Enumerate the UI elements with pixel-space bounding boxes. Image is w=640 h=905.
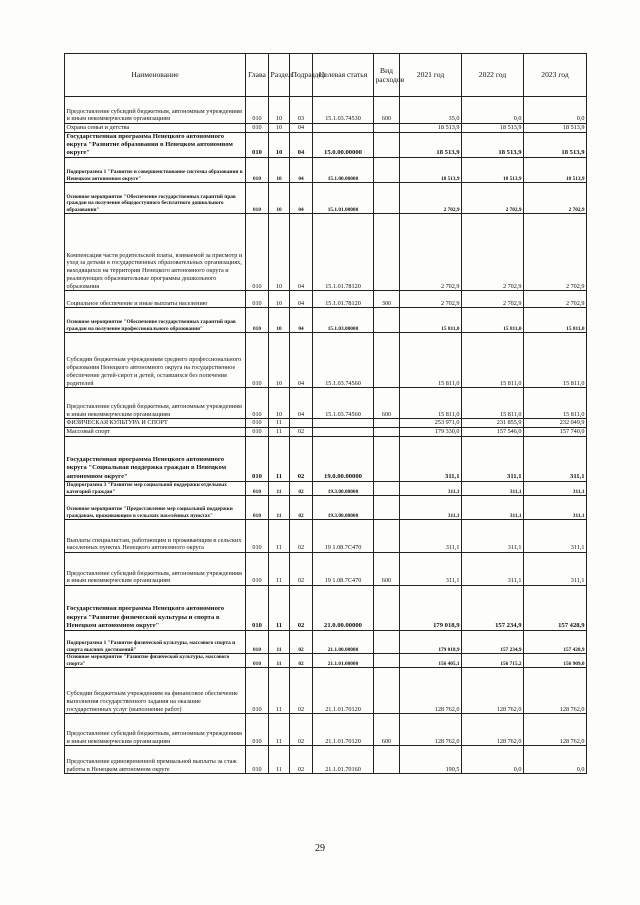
cell-razdel: 10 bbox=[269, 124, 290, 133]
cell-razdel: 11 bbox=[269, 436, 290, 481]
cell-podrazdel: 04 bbox=[290, 388, 313, 419]
cell-target: 15.1.03.74560 bbox=[313, 333, 374, 388]
cell-name: Государственная программа Ненецкого автономного округа "Развитие физической культуры и спорта в Ненецком автономном округе" bbox=[65, 586, 246, 631]
table-row bbox=[65, 308, 587, 333]
cell-glava: 010 bbox=[246, 668, 269, 714]
cell-razdel: 10 bbox=[269, 308, 290, 333]
cell-name: Основное мероприятие "Развитие физической культуры, массового спорта" bbox=[65, 654, 246, 668]
cell-target: 19.3.00.00000 bbox=[313, 481, 374, 495]
table-row bbox=[65, 388, 587, 419]
cell-podrazdel: 02 bbox=[290, 520, 313, 553]
cell-y2021: 179 018,9 bbox=[400, 586, 462, 631]
table-body bbox=[65, 97, 587, 774]
cell-vid bbox=[374, 436, 400, 481]
table-row bbox=[65, 419, 587, 428]
cell-target: 15.0.00.00000 bbox=[313, 132, 374, 158]
table-row bbox=[65, 124, 587, 133]
cell-podrazdel: 04 bbox=[290, 183, 313, 214]
cell-y2021: 18 513,9 bbox=[400, 124, 462, 133]
table-row bbox=[65, 132, 587, 158]
table-row bbox=[65, 714, 587, 746]
cell-y2021: 2 702,9 bbox=[400, 291, 462, 308]
cell-glava: 010 bbox=[246, 291, 269, 308]
cell-razdel: 11 bbox=[269, 631, 290, 654]
cell-target: 15.1.03.00000 bbox=[313, 308, 374, 333]
cell-name: Подпрограмма 1 "Развитие и совершенствование системы образования в Ненецком автономном округе" bbox=[65, 158, 246, 183]
cell-vid bbox=[374, 183, 400, 214]
cell-y2023: 128 762,0 bbox=[524, 668, 587, 714]
cell-razdel: 11 bbox=[269, 746, 290, 774]
cell-glava: 010 bbox=[246, 124, 269, 133]
cell-vid bbox=[374, 214, 400, 291]
cell-target: 15.1.03.74530 bbox=[313, 97, 374, 124]
cell-glava: 010 bbox=[246, 496, 269, 520]
cell-podrazdel: 02 bbox=[290, 714, 313, 746]
cell-razdel: 11 bbox=[269, 654, 290, 668]
cell-y2022: 128 762,0 bbox=[462, 714, 524, 746]
cell-razdel: 11 bbox=[269, 428, 290, 437]
cell-y2022: 157 234,9 bbox=[462, 631, 524, 654]
header-name: Наименование bbox=[65, 54, 246, 97]
cell-razdel: 10 bbox=[269, 97, 290, 124]
cell-vid bbox=[374, 586, 400, 631]
cell-name: Подпрограмма 3 "Развитие мер социальной поддержки отдельных категорий граждан" bbox=[65, 481, 246, 495]
table-row bbox=[65, 436, 587, 481]
cell-glava: 010 bbox=[246, 308, 269, 333]
cell-glava: 010 bbox=[246, 481, 269, 495]
cell-vid bbox=[374, 419, 400, 428]
cell-target: 19 1.08.7С470 bbox=[313, 553, 374, 586]
cell-y2021: 311,1 bbox=[400, 496, 462, 520]
cell-y2023: 157 428,9 bbox=[524, 631, 587, 654]
table-row bbox=[65, 214, 587, 291]
table-row bbox=[65, 183, 587, 214]
table-row bbox=[65, 428, 587, 437]
cell-name: Компенсация части родительской платы, взимаемой за присмотр и уход за детьми в государственных образовательных организациях, находящихся на территории Ненецкого автономного округа и реализующих образовательные программы дошкольного образования bbox=[65, 214, 246, 291]
cell-razdel: 10 bbox=[269, 214, 290, 291]
cell-vid bbox=[374, 481, 400, 495]
cell-name: Основное мероприятие "Обеспечение государственных гарантий прав граждан на получение профессионального образования" bbox=[65, 308, 246, 333]
cell-y2022: 311,1 bbox=[462, 496, 524, 520]
table-row bbox=[65, 586, 587, 631]
cell-target bbox=[313, 428, 374, 437]
cell-name: Государственная программа Ненецкого автономного округа "Социальная поддержка граждан в Ненецком автономном округе" bbox=[65, 436, 246, 481]
cell-y2022: 311,1 bbox=[462, 481, 524, 495]
cell-vid bbox=[374, 124, 400, 133]
cell-target: 15.1.01.00000 bbox=[313, 183, 374, 214]
cell-podrazdel: 02 bbox=[290, 586, 313, 631]
budget-table bbox=[64, 53, 587, 774]
cell-y2022: 0,0 bbox=[462, 746, 524, 774]
cell-glava: 010 bbox=[246, 388, 269, 419]
cell-name: Охрана семьи и детства bbox=[65, 124, 246, 133]
cell-y2021: 156 405,1 bbox=[400, 654, 462, 668]
header-razdel: Раздел bbox=[269, 54, 290, 97]
table-row bbox=[65, 631, 587, 654]
cell-y2021: 18 513,9 bbox=[400, 158, 462, 183]
cell-target: 15.1.00.00000 bbox=[313, 158, 374, 183]
cell-name: Субсидии бюджетным учреждениям на финансовое обеспечение выполнения государственного задания на оказание государственных услуг (выполнение работ) bbox=[65, 668, 246, 714]
cell-target: 21.0.00.00000 bbox=[313, 586, 374, 631]
cell-vid bbox=[374, 132, 400, 158]
cell-glava: 010 bbox=[246, 158, 269, 183]
cell-y2022: 311,1 bbox=[462, 436, 524, 481]
cell-vid bbox=[374, 158, 400, 183]
cell-name: Выплаты специалистам, работающим и проживающим в сельских населенных пунктах Ненецкого автономного округа bbox=[65, 520, 246, 553]
cell-name: Подпрограмма 1 "Развитие физической культуры, массового спорта и спорта высших достижений" bbox=[65, 631, 246, 654]
header-vid: Вид расходов bbox=[374, 54, 400, 97]
cell-y2021: 311,1 bbox=[400, 520, 462, 553]
cell-y2022: 15 811,0 bbox=[462, 308, 524, 333]
cell-y2021: 128 762,0 bbox=[400, 668, 462, 714]
cell-glava: 010 bbox=[246, 586, 269, 631]
cell-podrazdel: 02 bbox=[290, 428, 313, 437]
table-row bbox=[65, 553, 587, 586]
cell-y2022: 311,1 bbox=[462, 520, 524, 553]
cell-target: 19 1.08.7С470 bbox=[313, 520, 374, 553]
cell-y2023: 156 909,0 bbox=[524, 654, 587, 668]
cell-vid bbox=[374, 333, 400, 388]
cell-target: 15.1.01.78120 bbox=[313, 291, 374, 308]
table-row bbox=[65, 97, 587, 124]
cell-glava: 010 bbox=[246, 419, 269, 428]
cell-glava: 010 bbox=[246, 214, 269, 291]
cell-y2021: 18 513,9 bbox=[400, 132, 462, 158]
cell-podrazdel: 02 bbox=[290, 746, 313, 774]
cell-vid: 600 bbox=[374, 388, 400, 419]
cell-podrazdel: 04 bbox=[290, 291, 313, 308]
cell-vid bbox=[374, 746, 400, 774]
cell-podrazdel: 04 bbox=[290, 308, 313, 333]
table-row bbox=[65, 496, 587, 520]
cell-y2023: 2 702,9 bbox=[524, 183, 587, 214]
cell-target: 21.1.01.00000 bbox=[313, 654, 374, 668]
cell-name: Массовый спорт bbox=[65, 428, 246, 437]
cell-target: 21.1.01.70120 bbox=[313, 668, 374, 714]
header-target: Целевая статья bbox=[313, 54, 374, 97]
cell-y2021: 2 702,9 bbox=[400, 183, 462, 214]
cell-glava: 010 bbox=[246, 183, 269, 214]
cell-y2023: 311,1 bbox=[524, 496, 587, 520]
cell-y2022: 18 513,9 bbox=[462, 158, 524, 183]
table-row bbox=[65, 654, 587, 668]
cell-razdel: 11 bbox=[269, 520, 290, 553]
cell-glava: 010 bbox=[246, 631, 269, 654]
cell-y2021: 253 971,0 bbox=[400, 419, 462, 428]
table-row bbox=[65, 481, 587, 495]
header-2021: 2021 год bbox=[400, 54, 462, 97]
cell-vid bbox=[374, 308, 400, 333]
header-glava: Глава bbox=[246, 54, 269, 97]
cell-y2022: 18 513,9 bbox=[462, 132, 524, 158]
cell-name: Основное мероприятие "Предоставление мер социальной поддержки гражданам, проживающим в сельских населённых пунктах" bbox=[65, 496, 246, 520]
cell-razdel: 11 bbox=[269, 496, 290, 520]
cell-y2022: 157 234,9 bbox=[462, 586, 524, 631]
cell-name: Предоставление субсидий бюджетным, автономным учреждениям и иным некоммерческим организациям bbox=[65, 388, 246, 419]
cell-vid bbox=[374, 496, 400, 520]
cell-y2023: 2 702,9 bbox=[524, 291, 587, 308]
cell-glava: 010 bbox=[246, 746, 269, 774]
cell-podrazdel: 02 bbox=[290, 496, 313, 520]
cell-vid bbox=[374, 520, 400, 553]
cell-glava: 010 bbox=[246, 553, 269, 586]
cell-vid bbox=[374, 631, 400, 654]
cell-y2023: 311,1 bbox=[524, 481, 587, 495]
cell-glava: 010 bbox=[246, 132, 269, 158]
cell-vid: 600 bbox=[374, 714, 400, 746]
cell-vid: 600 bbox=[374, 553, 400, 586]
cell-podrazdel: 03 bbox=[290, 97, 313, 124]
cell-vid bbox=[374, 668, 400, 714]
cell-y2023: 18 513,9 bbox=[524, 124, 587, 133]
cell-podrazdel: 04 bbox=[290, 132, 313, 158]
cell-name: Государственная программа Ненецкого автономного округа "Развитие образования в Ненецком автономном округе" bbox=[65, 132, 246, 158]
table-row bbox=[65, 668, 587, 714]
cell-podrazdel: 02 bbox=[290, 654, 313, 668]
cell-y2023: 18 513,9 bbox=[524, 158, 587, 183]
cell-y2021: 190,5 bbox=[400, 746, 462, 774]
cell-target: 21.1.01.70160 bbox=[313, 746, 374, 774]
cell-razdel: 11 bbox=[269, 419, 290, 428]
cell-y2023: 15 811,0 bbox=[524, 333, 587, 388]
cell-y2022: 231 855,9 bbox=[462, 419, 524, 428]
cell-y2023: 311,1 bbox=[524, 436, 587, 481]
cell-y2021: 35,0 bbox=[400, 97, 462, 124]
cell-razdel: 10 bbox=[269, 291, 290, 308]
table-row bbox=[65, 520, 587, 553]
cell-podrazdel: 02 bbox=[290, 668, 313, 714]
budget-sheet bbox=[64, 53, 586, 774]
cell-y2022: 157 546,0 bbox=[462, 428, 524, 437]
cell-razdel: 10 bbox=[269, 132, 290, 158]
cell-y2021: 2 702,9 bbox=[400, 214, 462, 291]
cell-y2023: 18 513,9 bbox=[524, 132, 587, 158]
cell-podrazdel bbox=[290, 419, 313, 428]
cell-glava: 010 bbox=[246, 428, 269, 437]
cell-razdel: 11 bbox=[269, 481, 290, 495]
cell-name: Социальное обеспечение и иные выплаты населению bbox=[65, 291, 246, 308]
cell-podrazdel: 02 bbox=[290, 436, 313, 481]
cell-glava: 010 bbox=[246, 654, 269, 668]
cell-target: 19.0.00.00000 bbox=[313, 436, 374, 481]
cell-podrazdel: 04 bbox=[290, 158, 313, 183]
cell-y2023: 311,1 bbox=[524, 520, 587, 553]
cell-vid: 300 bbox=[374, 291, 400, 308]
cell-podrazdel: 04 bbox=[290, 333, 313, 388]
cell-y2022: 2 702,9 bbox=[462, 183, 524, 214]
cell-y2022: 2 702,9 bbox=[462, 291, 524, 308]
cell-glava: 010 bbox=[246, 436, 269, 481]
cell-y2021: 15 811,0 bbox=[400, 308, 462, 333]
cell-y2021: 15 811,0 bbox=[400, 388, 462, 419]
cell-target bbox=[313, 124, 374, 133]
cell-name: Предоставление субсидий бюджетным, автономным учреждениям и иным некоммерческим организациям bbox=[65, 97, 246, 124]
table-row bbox=[65, 291, 587, 308]
cell-target bbox=[313, 419, 374, 428]
cell-razdel: 11 bbox=[269, 714, 290, 746]
header-2022: 2022 год bbox=[462, 54, 524, 97]
cell-y2022: 2 702,9 bbox=[462, 214, 524, 291]
cell-y2021: 311,1 bbox=[400, 553, 462, 586]
cell-y2021: 179 330,0 bbox=[400, 428, 462, 437]
cell-podrazdel: 02 bbox=[290, 553, 313, 586]
cell-razdel: 11 bbox=[269, 668, 290, 714]
cell-y2021: 128 762,0 bbox=[400, 714, 462, 746]
cell-razdel: 10 bbox=[269, 333, 290, 388]
cell-y2022: 156 715,2 bbox=[462, 654, 524, 668]
cell-target: 21.1.00.00000 bbox=[313, 631, 374, 654]
cell-name: Субсидии бюджетным учреждениям среднего профессионального образования Ненецкого автономного округа на государственное обеспечение детей-сирот и детей, оставшихся без попечения родителей bbox=[65, 333, 246, 388]
cell-y2022: 0,0 bbox=[462, 97, 524, 124]
table-row bbox=[65, 746, 587, 774]
cell-name: Основное мероприятие "Обеспечение государственных гарантий прав граждан на получение общедоступного бесплатного дошкольного образования" bbox=[65, 183, 246, 214]
cell-y2021: 179 018,9 bbox=[400, 631, 462, 654]
cell-y2022: 18 513,9 bbox=[462, 124, 524, 133]
cell-y2021: 311,1 bbox=[400, 481, 462, 495]
cell-razdel: 10 bbox=[269, 388, 290, 419]
cell-y2021: 311,1 bbox=[400, 436, 462, 481]
cell-glava: 010 bbox=[246, 714, 269, 746]
header-2023: 2023 год bbox=[524, 54, 587, 97]
table-row bbox=[65, 158, 587, 183]
cell-name: Предоставление единовременной премиальной выплаты за стаж работы в Ненецком автономном округе bbox=[65, 746, 246, 774]
cell-podrazdel: 02 bbox=[290, 631, 313, 654]
cell-glava: 010 bbox=[246, 520, 269, 553]
cell-target: 21.1.01.70120 bbox=[313, 714, 374, 746]
cell-y2022: 128 762,0 bbox=[462, 668, 524, 714]
cell-podrazdel: 04 bbox=[290, 124, 313, 133]
cell-vid bbox=[374, 654, 400, 668]
cell-razdel: 10 bbox=[269, 183, 290, 214]
cell-y2023: 15 811,0 bbox=[524, 308, 587, 333]
cell-y2023: 157 740,0 bbox=[524, 428, 587, 437]
cell-vid: 600 bbox=[374, 97, 400, 124]
cell-razdel: 11 bbox=[269, 586, 290, 631]
cell-y2023: 0,0 bbox=[524, 746, 587, 774]
header-podrazdel: Подраздел bbox=[290, 54, 313, 97]
cell-y2022: 15 811,0 bbox=[462, 333, 524, 388]
page-number: 29 bbox=[315, 843, 325, 854]
cell-y2023: 0,0 bbox=[524, 97, 587, 124]
cell-target: 15.1.03.74560 bbox=[313, 388, 374, 419]
cell-target: 19.3.08.00000 bbox=[313, 496, 374, 520]
cell-target: 15.1.01.78120 bbox=[313, 214, 374, 291]
cell-glava: 010 bbox=[246, 97, 269, 124]
cell-y2023: 15 811,0 bbox=[524, 388, 587, 419]
cell-y2021: 15 811,0 bbox=[400, 333, 462, 388]
cell-razdel: 11 bbox=[269, 553, 290, 586]
cell-razdel: 10 bbox=[269, 158, 290, 183]
table-header bbox=[65, 54, 587, 97]
cell-glava: 010 bbox=[246, 333, 269, 388]
cell-y2022: 311,1 bbox=[462, 553, 524, 586]
cell-name: ФИЗИЧЕСКАЯ КУЛЬТУРА И СПОРТ bbox=[65, 419, 246, 428]
cell-y2023: 232 049,9 bbox=[524, 419, 587, 428]
cell-y2023: 157 428,9 bbox=[524, 586, 587, 631]
cell-y2023: 2 702,9 bbox=[524, 214, 587, 291]
cell-y2023: 311,1 bbox=[524, 553, 587, 586]
cell-y2022: 15 811,0 bbox=[462, 388, 524, 419]
cell-name: Предоставление субсидий бюджетным, автономным учреждениям и иным некоммерческим организациям bbox=[65, 553, 246, 586]
cell-vid bbox=[374, 428, 400, 437]
cell-name: Предоставление субсидий бюджетным, автономным учреждениям и иным некоммерческим организациям bbox=[65, 714, 246, 746]
cell-y2023: 128 762,0 bbox=[524, 714, 587, 746]
cell-podrazdel: 02 bbox=[290, 481, 313, 495]
table-row bbox=[65, 333, 587, 388]
cell-podrazdel: 04 bbox=[290, 214, 313, 291]
